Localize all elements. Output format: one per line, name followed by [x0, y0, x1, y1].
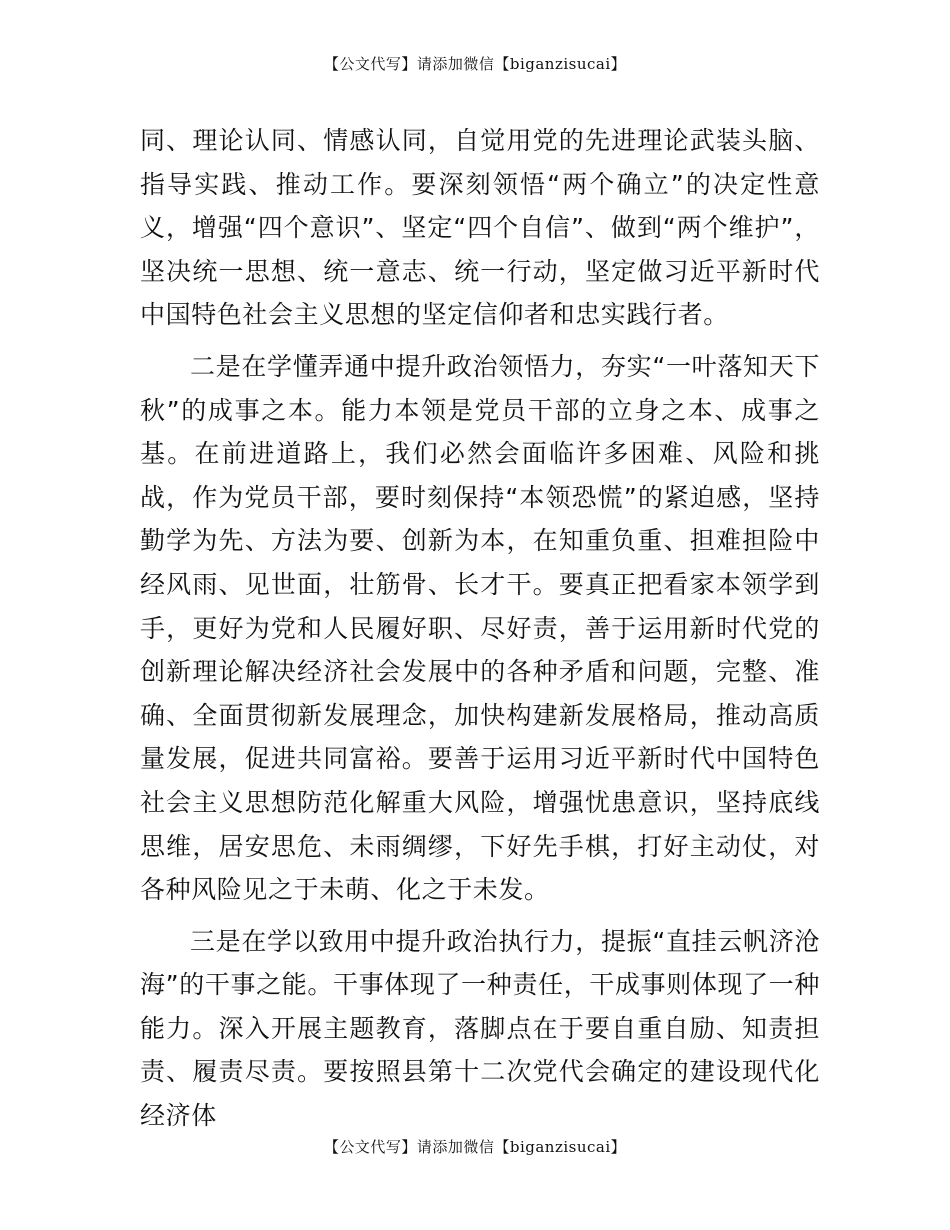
paragraph-continued: 同、理论认同、情感认同，自觉用党的先进理论武装头脑、指导实践、推动工作。要深刻领悟“两个确立”的决定性意义，增强“四个意识”、坚定“四个自信”、做到“两个维护”，坚决统一思想、统一意志、统一行动，坚定做习近平新时代中国特色社会主义思想的坚定信仰者和忠实践行者。 [140, 126, 820, 330]
document-body [140, 119, 820, 1138]
page-header: 【公文代写】请添加微信【biganzisucai】 [323, 55, 627, 73]
page-footer: 【公文代写】请添加微信【biganzisucai】 [323, 1138, 627, 1156]
paragraph-point-three: 三是在学以致用中提升政治执行力，提振“直挂云帆济沧海”的干事之能。干事体现了一种责任，干成事则体现了一种能力。深入开展主题教育，落脚点在于要自重自励、知责担责、履责尽责。要按照县第十二次党代会确定的建设现代化经济体 [140, 926, 820, 1131]
paragraph-point-two: 二是在学懂弄通中提升政治领悟力，夯实“一叶落知天下秋”的成事之本。能力本领是党员干部的立身之本、成事之基。在前进道路上，我们必然会面临许多困难、风险和挑战，作为党员干部，要时刻保持“本领恐慌”的紧迫感，坚持勤学为先、方法为要、创新为本，在知重负重、担难担险中经风雨、见世面，壮筋骨、长才干。要真正把看家本领学到手，更好为党和人民履好职、尽好责，善于运用新时代党的创新理论解决经济社会发展中的各种矛盾和问题，完整、准确、全面贯彻新发展理念，加快构建新发展格局，推动高质量发展，促进共同富裕。要善于运用习近平新时代中国特色社会主义思想防范化解重大风险，增强忧患意识，坚持底线思维，居安思危、未雨绸缪，下好先手棋，打好主动仗，对各种风险见之于未萌、化之于未发。 [140, 351, 820, 905]
